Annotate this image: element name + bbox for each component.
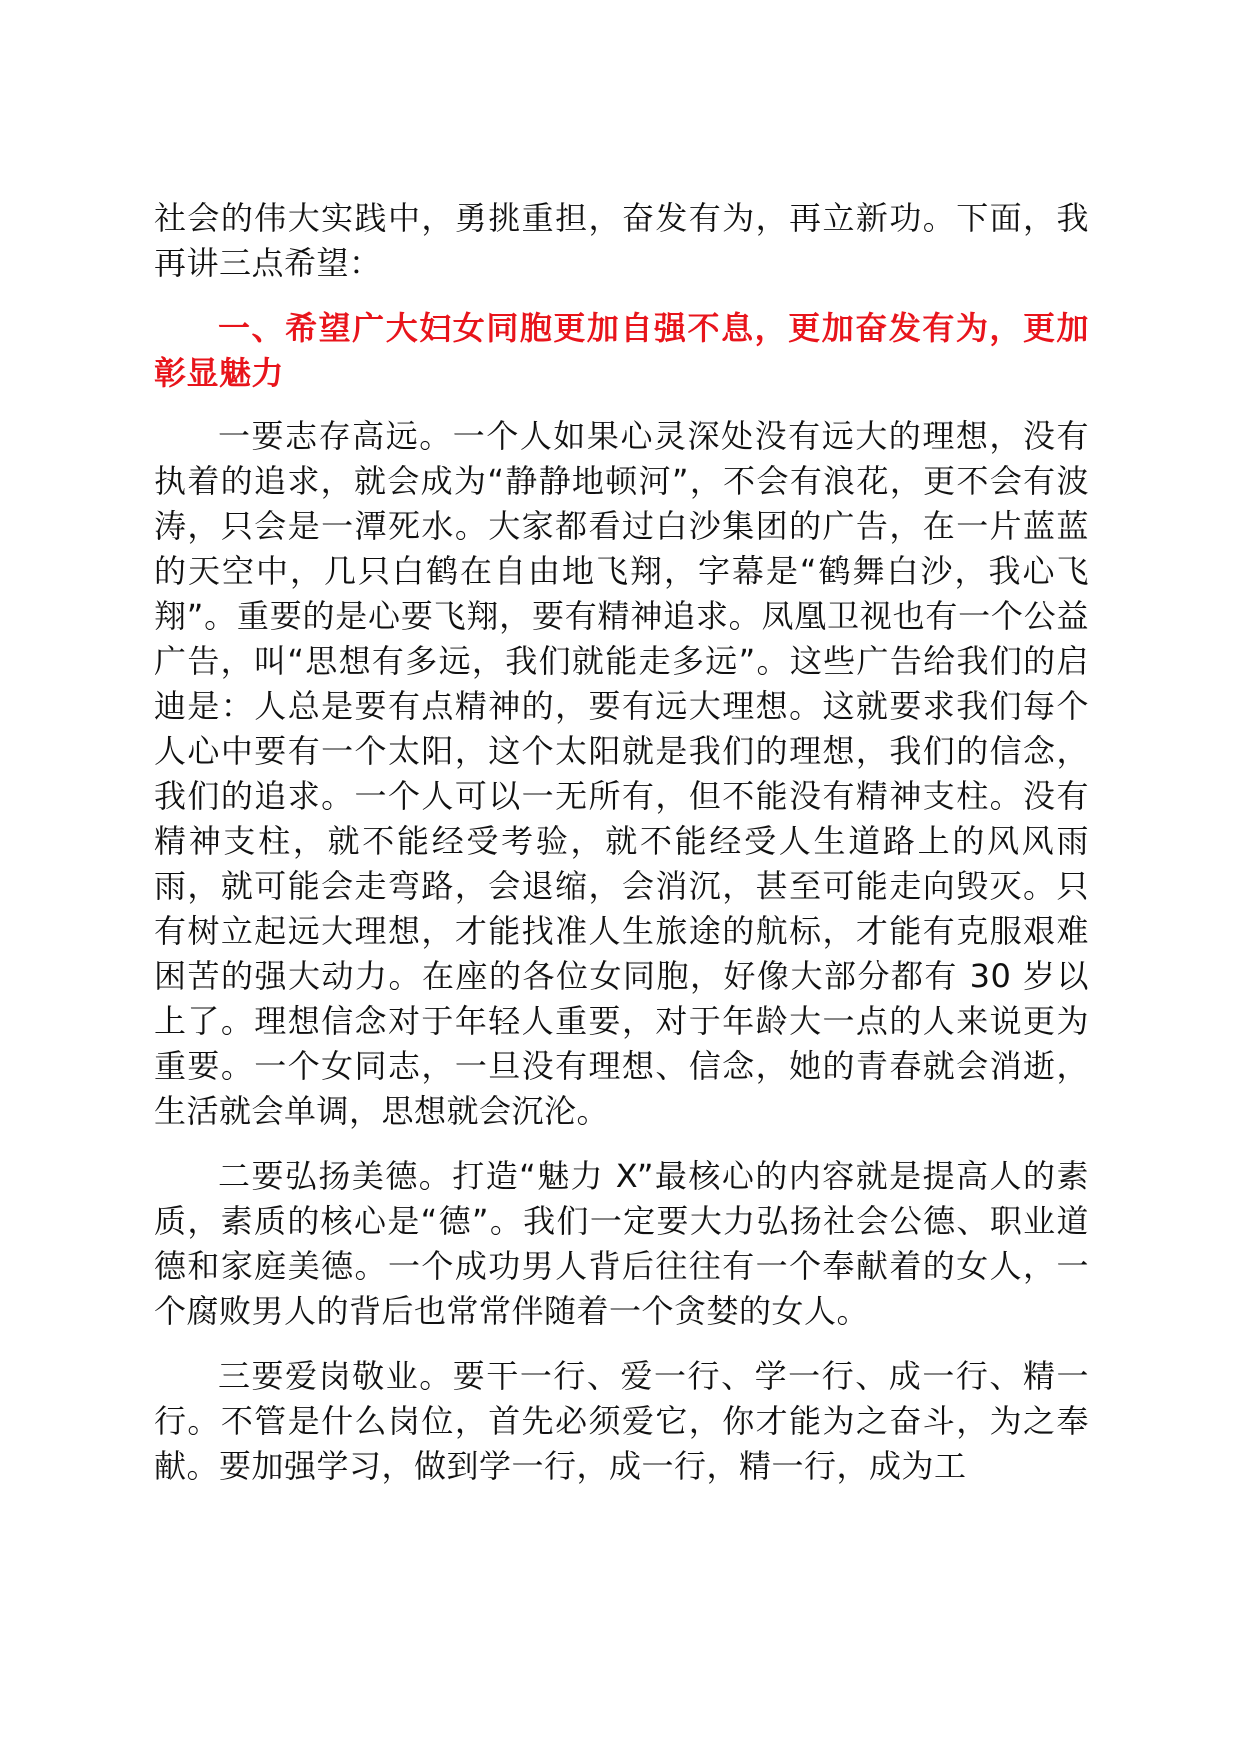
paragraph-ambition: 一要志存高远。一个人如果心灵深处没有远大的理想，没有执着的追求，就会成为“静静地顿河”，不会有浪花，更不会有波涛，只会是一潭死水。大家都看过白沙集团的广告，在一片蓝蓝的天空中，几只白鹤在自由地飞翔，字幕是“鹤舞白沙，我心飞翔”。重要的是心要飞翔，要有精神追求。凤凰卫视也有一个公益广告，叫“思想有多远，我们就能走多远”。这些广告给我们的启迪是：人总是要有点精神的，要有远大理想。这就要求我们每个人心中要有一个太阳，这个太阳就是我们的理想，我们的信念，我们的追求。一个人可以一无所有，但不能没有精神支柱。没有精神支柱，就不能经受考验，就不能经受人生道路上的风风雨雨，就可能会走弯路，会退缩，会消沉，甚至可能走向毁灭。只有树立起远大理想，才能找准人生旅途的航标，才能有克服艰难困苦的强大动力。在座的各位女同胞，好像大部分都有 30 岁以上了。理想信念对于年轻人重要，对于年龄大一点的人来说更为重要。一个女同志，一旦没有理想、信念，她的青春就会消逝，生活就会单调，思想就会沉沦。: [154, 417, 1089, 1130]
section-heading: 一、希望广大妇女同胞更加自强不息，更加奋发有为，更加彰显魅力: [154, 309, 1089, 392]
paragraph-virtue: 二要弘扬美德。打造“魅力 X”最核心的内容就是提高人的素质，素质的核心是“德”。我们一定要大力弘扬社会公德、职业道德和家庭美德。一个成功男人背后往往有一个奉献着的女人，一个腐败男人的背后也常常伴随着一个贪婪的女人。: [154, 1157, 1089, 1330]
document-body: [154, 196, 1089, 1509]
paragraph-dedication: 三要爱岗敬业。要干一行、爱一行、学一行、成一行、精一行。不管是什么岗位，首先必须爱它，你才能为之奋斗，为之奉献。要加强学习，做到学一行，成一行，精一行，成为工: [154, 1357, 1089, 1485]
paragraph-intro-continuation: 社会的伟大实践中，勇挑重担，奋发有为，再立新功。下面，我再讲三点希望：: [154, 199, 1089, 282]
